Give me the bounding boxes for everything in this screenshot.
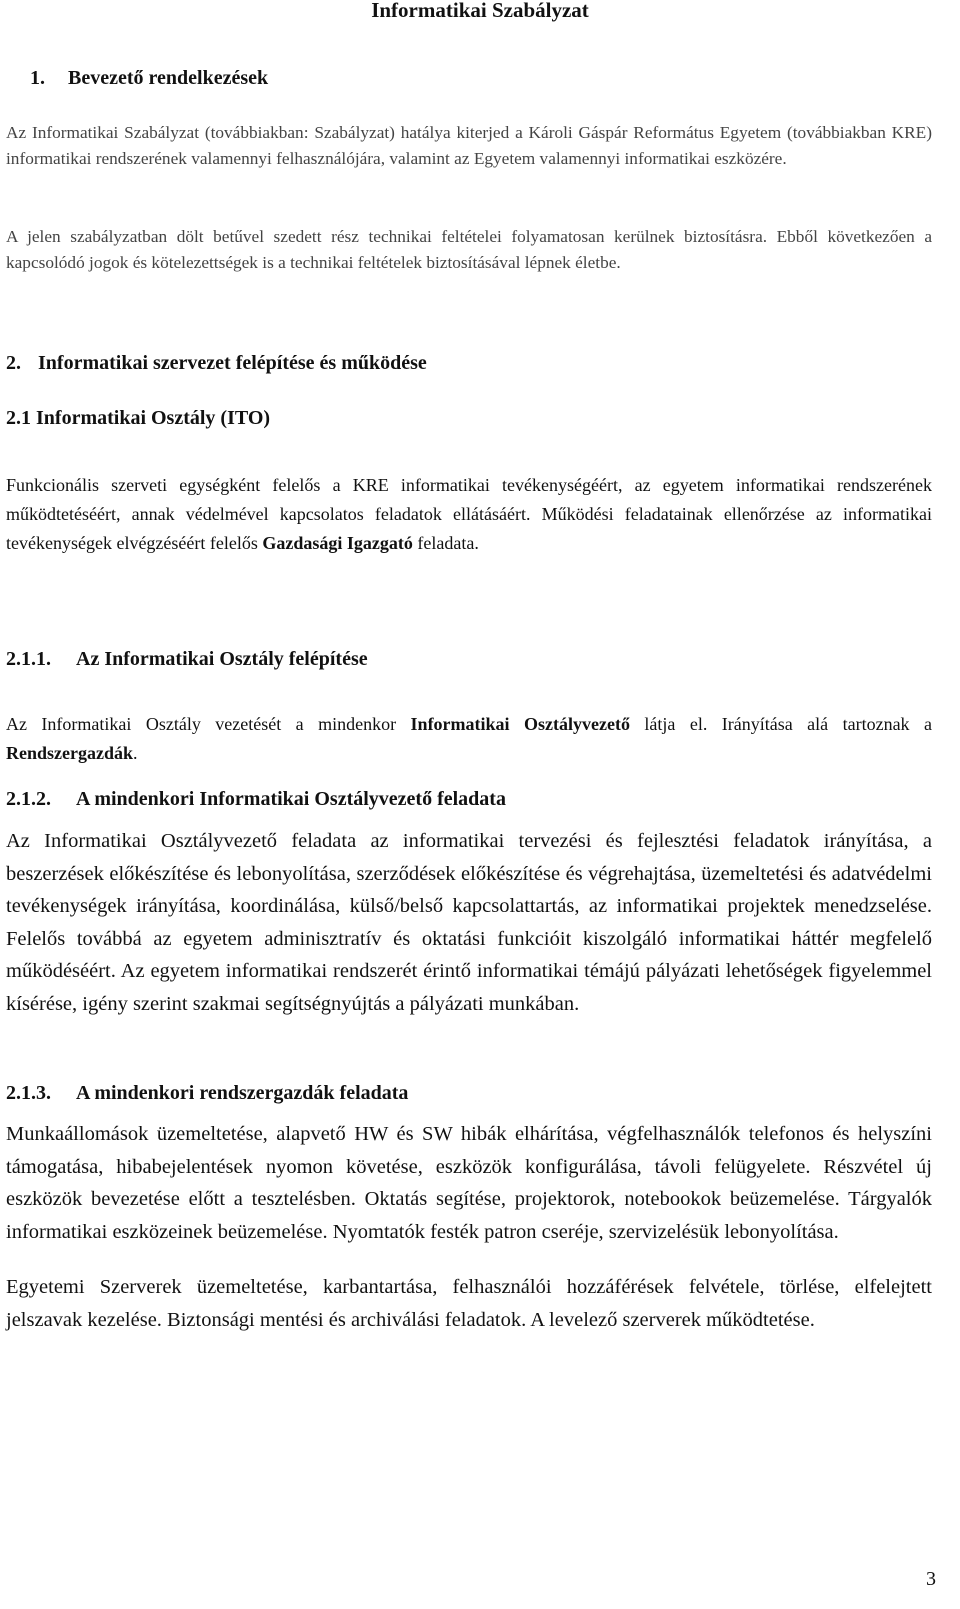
page-title: Informatikai Szabályzat (371, 0, 589, 22)
subsection-2-1-3-paragraph-2: Egyetemi Szerverek üzemeltetése, karbantartása, felhasználói hozzáférések felvétele, törlése, elfelejtett jelszavak kezelése. Biztonsági mentési és archiválási feladatok. A levelező szerverek működtetése. (6, 1276, 932, 1331)
text-run: feladata. (412, 533, 479, 553)
subsection-2-1-2-paragraph: Az Informatikai Osztályvezető feladata az informatikai tervezési és fejlesztési feladatok irányítása, a beszerzések előkészítése és lebonyolítása, szerződések előkészítése és végrehajtása, üzemeltetési és adatvédelmi tevékenységek irányítása, koordinálása, külső/belső kapcsolattartás, az informatikai projektek menedzselése. Felelős továbbá az egyetem adminisztratív és oktatási funkcióit kiszolgáló informatikai háttér megfelelő működéséért. Az egyetem informatikai rendszerét érintő informatikai témájú pályázati lehetőségek figyelemmel kísérése, igény szerint szakmai segítségnyújtás a pályázati munkában. (6, 830, 932, 1015)
subsection-2-1-3-paragraph-1: Munkaállomások üzemeltetése, alapvető HW és SW hibák elhárítása, végfelhasználók telefonos és helyszíni támogatása, hibabejelentések nyomon követése, eszközök konfigurálása, távoli felügyelete. Részvétel új eszközök bevezetése előtt a tesztelésben. Oktatás segítése, projektorok, notebookok beüzemelése. Tárgyalók informatikai eszközeinek beüzemelése. Nyomtatók festék patron cseréje, szervizelésük lebonyolítása. (6, 1123, 932, 1243)
subsection-2-1-heading: 2.1 Informatikai Osztály (ITO) (6, 407, 271, 429)
section-number: 2. (6, 352, 21, 374)
bold-term: Gazdasági Igazgató (262, 533, 413, 553)
subsection-title: Az Informatikai Osztály felépítése (76, 648, 368, 670)
subsection-2-1-paragraph (6, 471, 932, 558)
subsection-number: 2.1.3. (6, 1082, 51, 1104)
subsection-title: A mindenkori rendszergazdák feladata (76, 1082, 409, 1104)
section-1-heading (30, 67, 956, 90)
subsection-2-1-1-paragraph (6, 710, 932, 768)
bold-term: Informatikai Osztályvezető (410, 714, 630, 734)
subsection-number: 2.1.1. (6, 648, 51, 670)
text-run: Az Informatikai Osztály vezetését a mindenkor (6, 714, 411, 734)
subsection-title: A mindenkori Informatikai Osztályvezető feladata (76, 788, 506, 810)
section-number: 1. (30, 67, 45, 89)
section-title: Bevezető rendelkezések (68, 67, 269, 89)
subsection-number: 2.1.2. (6, 788, 51, 810)
subsection-2-1-1-heading (6, 648, 932, 671)
bold-term: Rendszergazdák (6, 743, 133, 763)
text-run: látja el. Irányítása alá tartoznak a (629, 714, 932, 734)
section-1-paragraph-2: A jelen szabályzatban dölt betűvel szedett rész technikai feltételei folyamatosan kerülnek biztosításra. Ebből következően a kapcsolódó jogok és kötelezettségek is a technikai feltételek biztosításával lépnek életbe. (6, 227, 932, 272)
text-run: . (133, 743, 138, 763)
subsection-2-1-3-heading (6, 1082, 932, 1105)
section-1-paragraph-1: Az Informatikai Szabályzat (továbbiakban: Szabályzat) hatálya kiterjed a Károli Gáspár Református Egyetem (továbbiakban KRE) informatikai rendszerének valamennyi felhasználójára, valamint az Egyetem valamennyi informatikai eszközére. (6, 123, 932, 168)
section-2-heading (6, 352, 932, 375)
page-number: 3 (926, 1568, 936, 1590)
subsection-2-1-2-heading (6, 788, 932, 811)
text-run: Funkcionális szerveti egységként felelős a KRE informatikai tevékenységéért, az egyetem informatikai rendszerének működtetéséért, annak védelmével kapcsolatos feladatok ellátásáért. Működési feladatainak ellenőrzése az informatikai tevékenységek elvégzéséért felelős (6, 475, 932, 553)
section-title: Informatikai szervezet felépítése és működése (38, 352, 427, 374)
